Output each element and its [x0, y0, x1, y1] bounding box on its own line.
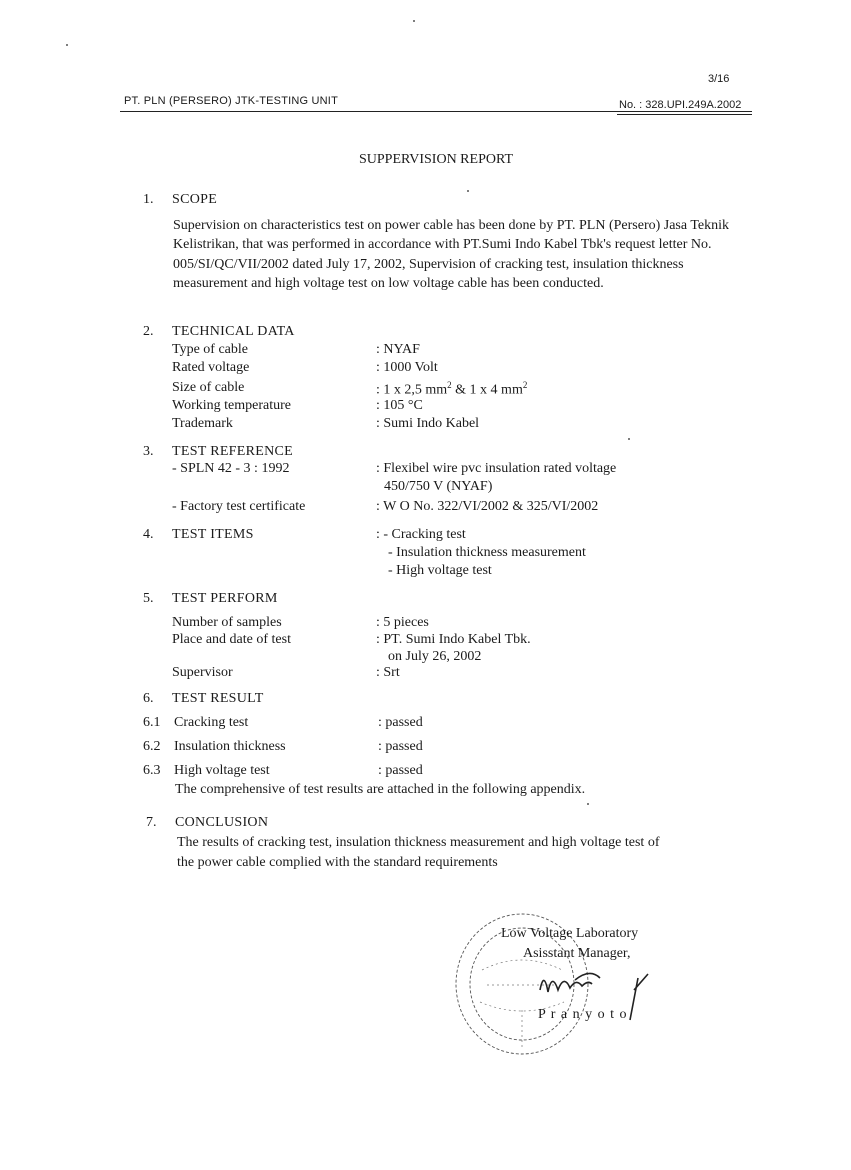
cable-size-part-a: : 1 x 2,5 mm	[376, 382, 448, 398]
field-value: : Sumi Indo Kabel	[376, 416, 480, 431]
reference-factory-value: : W O No. 322/VI/2002 & 325/VI/2002	[376, 499, 599, 514]
header-rule-underline	[617, 114, 752, 115]
field-label: Trademark	[172, 416, 233, 431]
field-value: : 5 pieces	[376, 615, 429, 630]
result-note: The comprehensive of test results are attached in the following appendix.	[175, 782, 586, 797]
field-label: Type of cable	[172, 342, 248, 357]
reference-spln-value: : Flexibel wire pvc insulation rated voltage	[376, 461, 617, 476]
result-label: Insulation thickness	[174, 739, 286, 754]
document-number: No. : 328.UPI.249A.2002	[619, 99, 742, 111]
field-label: Supervisor	[172, 665, 233, 680]
field-value: : 105 °C	[376, 398, 423, 413]
field-label: Rated voltage	[172, 360, 250, 375]
test-item: - Insulation thickness measurement	[388, 545, 586, 560]
test-item: - High voltage test	[388, 563, 492, 578]
field-value: : Srt	[376, 665, 400, 680]
result-value: : passed	[378, 715, 423, 730]
section-number: 2.	[143, 324, 154, 339]
section-heading-technical-data: TECHNICAL DATA	[172, 324, 295, 339]
section-heading-test-reference: TEST REFERENCE	[172, 444, 294, 459]
page-number: 3/16	[708, 73, 730, 85]
scan-speck	[413, 20, 415, 22]
header-rule	[120, 111, 752, 112]
conclusion-text: The results of cracking test, insulation thickness measurement and high voltage test of	[177, 835, 660, 850]
signature-title: Low Voltage Laboratory	[501, 926, 639, 941]
result-number: 6.3	[143, 763, 161, 778]
result-number: 6.1	[143, 715, 161, 730]
cable-size-part-b: & 1 x 4 mm	[451, 382, 523, 398]
section-number: 6.	[143, 691, 154, 706]
field-label: Size of cable	[172, 380, 245, 395]
reference-spln-value-cont: 450/750 V (NYAF)	[384, 479, 493, 494]
field-value: : NYAF	[376, 342, 420, 357]
section-number: 5.	[143, 591, 154, 606]
scan-speck	[467, 190, 469, 192]
test-item: : - Cracking test	[376, 527, 466, 542]
result-label: Cracking test	[174, 715, 249, 730]
section-heading-test-items: TEST ITEMS	[172, 527, 254, 542]
superscript: 2	[447, 380, 452, 390]
field-label: Working temperature	[172, 398, 291, 413]
section-number: 4.	[143, 527, 154, 542]
organization-header: PT. PLN (PERSERO) JTK-TESTING UNIT	[124, 95, 338, 107]
reference-spln-label: - SPLN 42 - 3 : 1992	[172, 461, 290, 476]
scan-speck	[66, 44, 68, 46]
conclusion-text: the power cable complied with the standard requirements	[177, 855, 498, 870]
field-value: : 1000 Volt	[376, 360, 438, 375]
field-value-cable-size	[376, 380, 527, 399]
section-number: 7.	[146, 815, 157, 830]
result-label: High voltage test	[174, 763, 270, 778]
scope-paragraph: Supervision on characteristics test on power cable has been done by PT. PLN (Persero) Jasa Teknik Kelistrikan, that was performed in accordance with PT.Sumi Indo Kabel Tbk's request letter No. 005/SI/QC/VII/2002 dated July 17, 2002, Supervision of cracking test, insulation thickness measurement and high voltage test on low voltage cable has been conducted.	[173, 218, 730, 292]
field-value: : PT. Sumi Indo Kabel Tbk.	[376, 632, 531, 647]
section-number: 1.	[143, 192, 154, 207]
section-heading-test-result: TEST RESULT	[172, 691, 264, 706]
field-label: Place and date of test	[172, 632, 291, 647]
result-value: : passed	[378, 739, 423, 754]
field-value-cont: on July 26, 2002	[388, 649, 482, 664]
scan-speck	[628, 438, 630, 440]
signatory-name: P r a n y o t o	[538, 1007, 628, 1022]
scan-speck	[587, 803, 589, 805]
signature-position: Asisstant Manager,	[523, 946, 631, 961]
section-heading-scope: SCOPE	[172, 192, 218, 207]
field-label: Number of samples	[172, 615, 282, 630]
superscript: 2	[522, 380, 528, 390]
section-heading-test-perform: TEST PERFORM	[172, 591, 278, 606]
section-number: 3.	[143, 444, 154, 459]
report-title: SUPPERVISION REPORT	[359, 152, 514, 167]
result-value: : passed	[378, 763, 423, 778]
result-number: 6.2	[143, 739, 161, 754]
reference-factory-label: - Factory test certificate	[172, 499, 306, 514]
section-heading-conclusion: CONCLUSION	[175, 815, 269, 830]
